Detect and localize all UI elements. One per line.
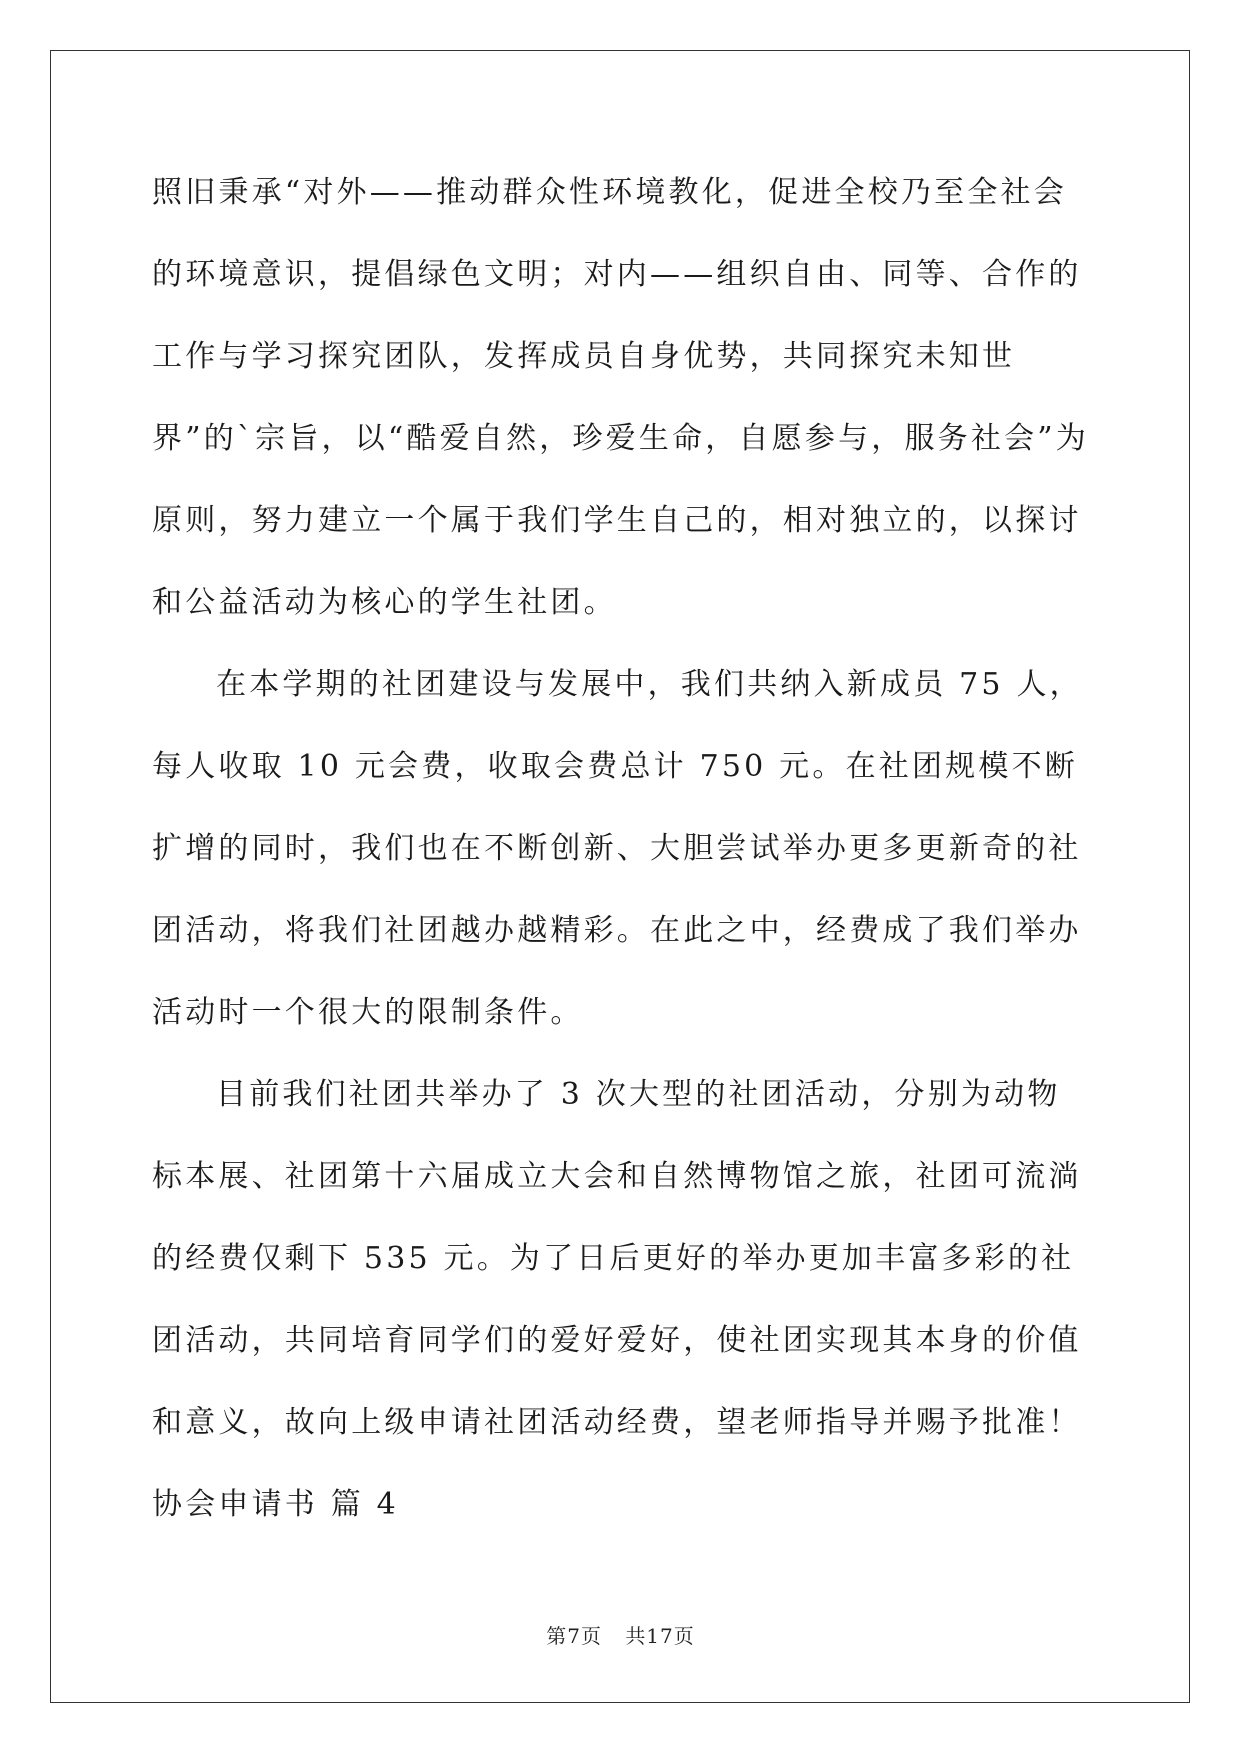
total-pages-label: 共17页 xyxy=(625,1624,695,1648)
paragraph-2: 在本学期的社团建设与发展中，我们共纳入新成员 75 人，每人收取 10 元会费，收取会费总计 750 元。在社团规模不断扩增的同时，我们也在不断创新、大胆尝试举办更多更新奇的社团活动，将我们社团越办越精彩。在此之中，经费成了我们举办活动时一个很大的限制条件。 xyxy=(152,667,1083,1030)
section-heading: 协会申请书 篇 4 xyxy=(152,1487,399,1522)
document-body xyxy=(152,152,1092,1546)
page-footer xyxy=(0,1620,1241,1649)
current-page-label: 第7页 xyxy=(546,1624,602,1648)
paragraph-3: 目前我们社团共举办了 3 次大型的社团活动，分别为动物标本展、社团第十六届成立大会和自然博物馆之旅，社团可流淌的经费仅剩下 535 元。为了日后更好的举办更加丰富多彩的社团活动，共同培育同学们的爱好爱好，使社团实现其本身的价值和意义，故向上级申请社团活动经费，望老师指导并赐予批准！ xyxy=(152,1077,1082,1440)
paragraph-1: 照旧秉承“对外——推动群众性环境教化，促进全校乃至全社会的环境意识，提倡绿色文明；对内——组织自由、同等、合作的工作与学习探究团队，发挥成员自身优势，共同探究未知世界”的`宗旨，以“酷爱自然，珍爱生命，自愿参与，服务社会”为原则，努力建立一个属于我们学生自己的，相对独立的，以探讨和公益活动为核心的学生社团。 xyxy=(152,175,1090,620)
